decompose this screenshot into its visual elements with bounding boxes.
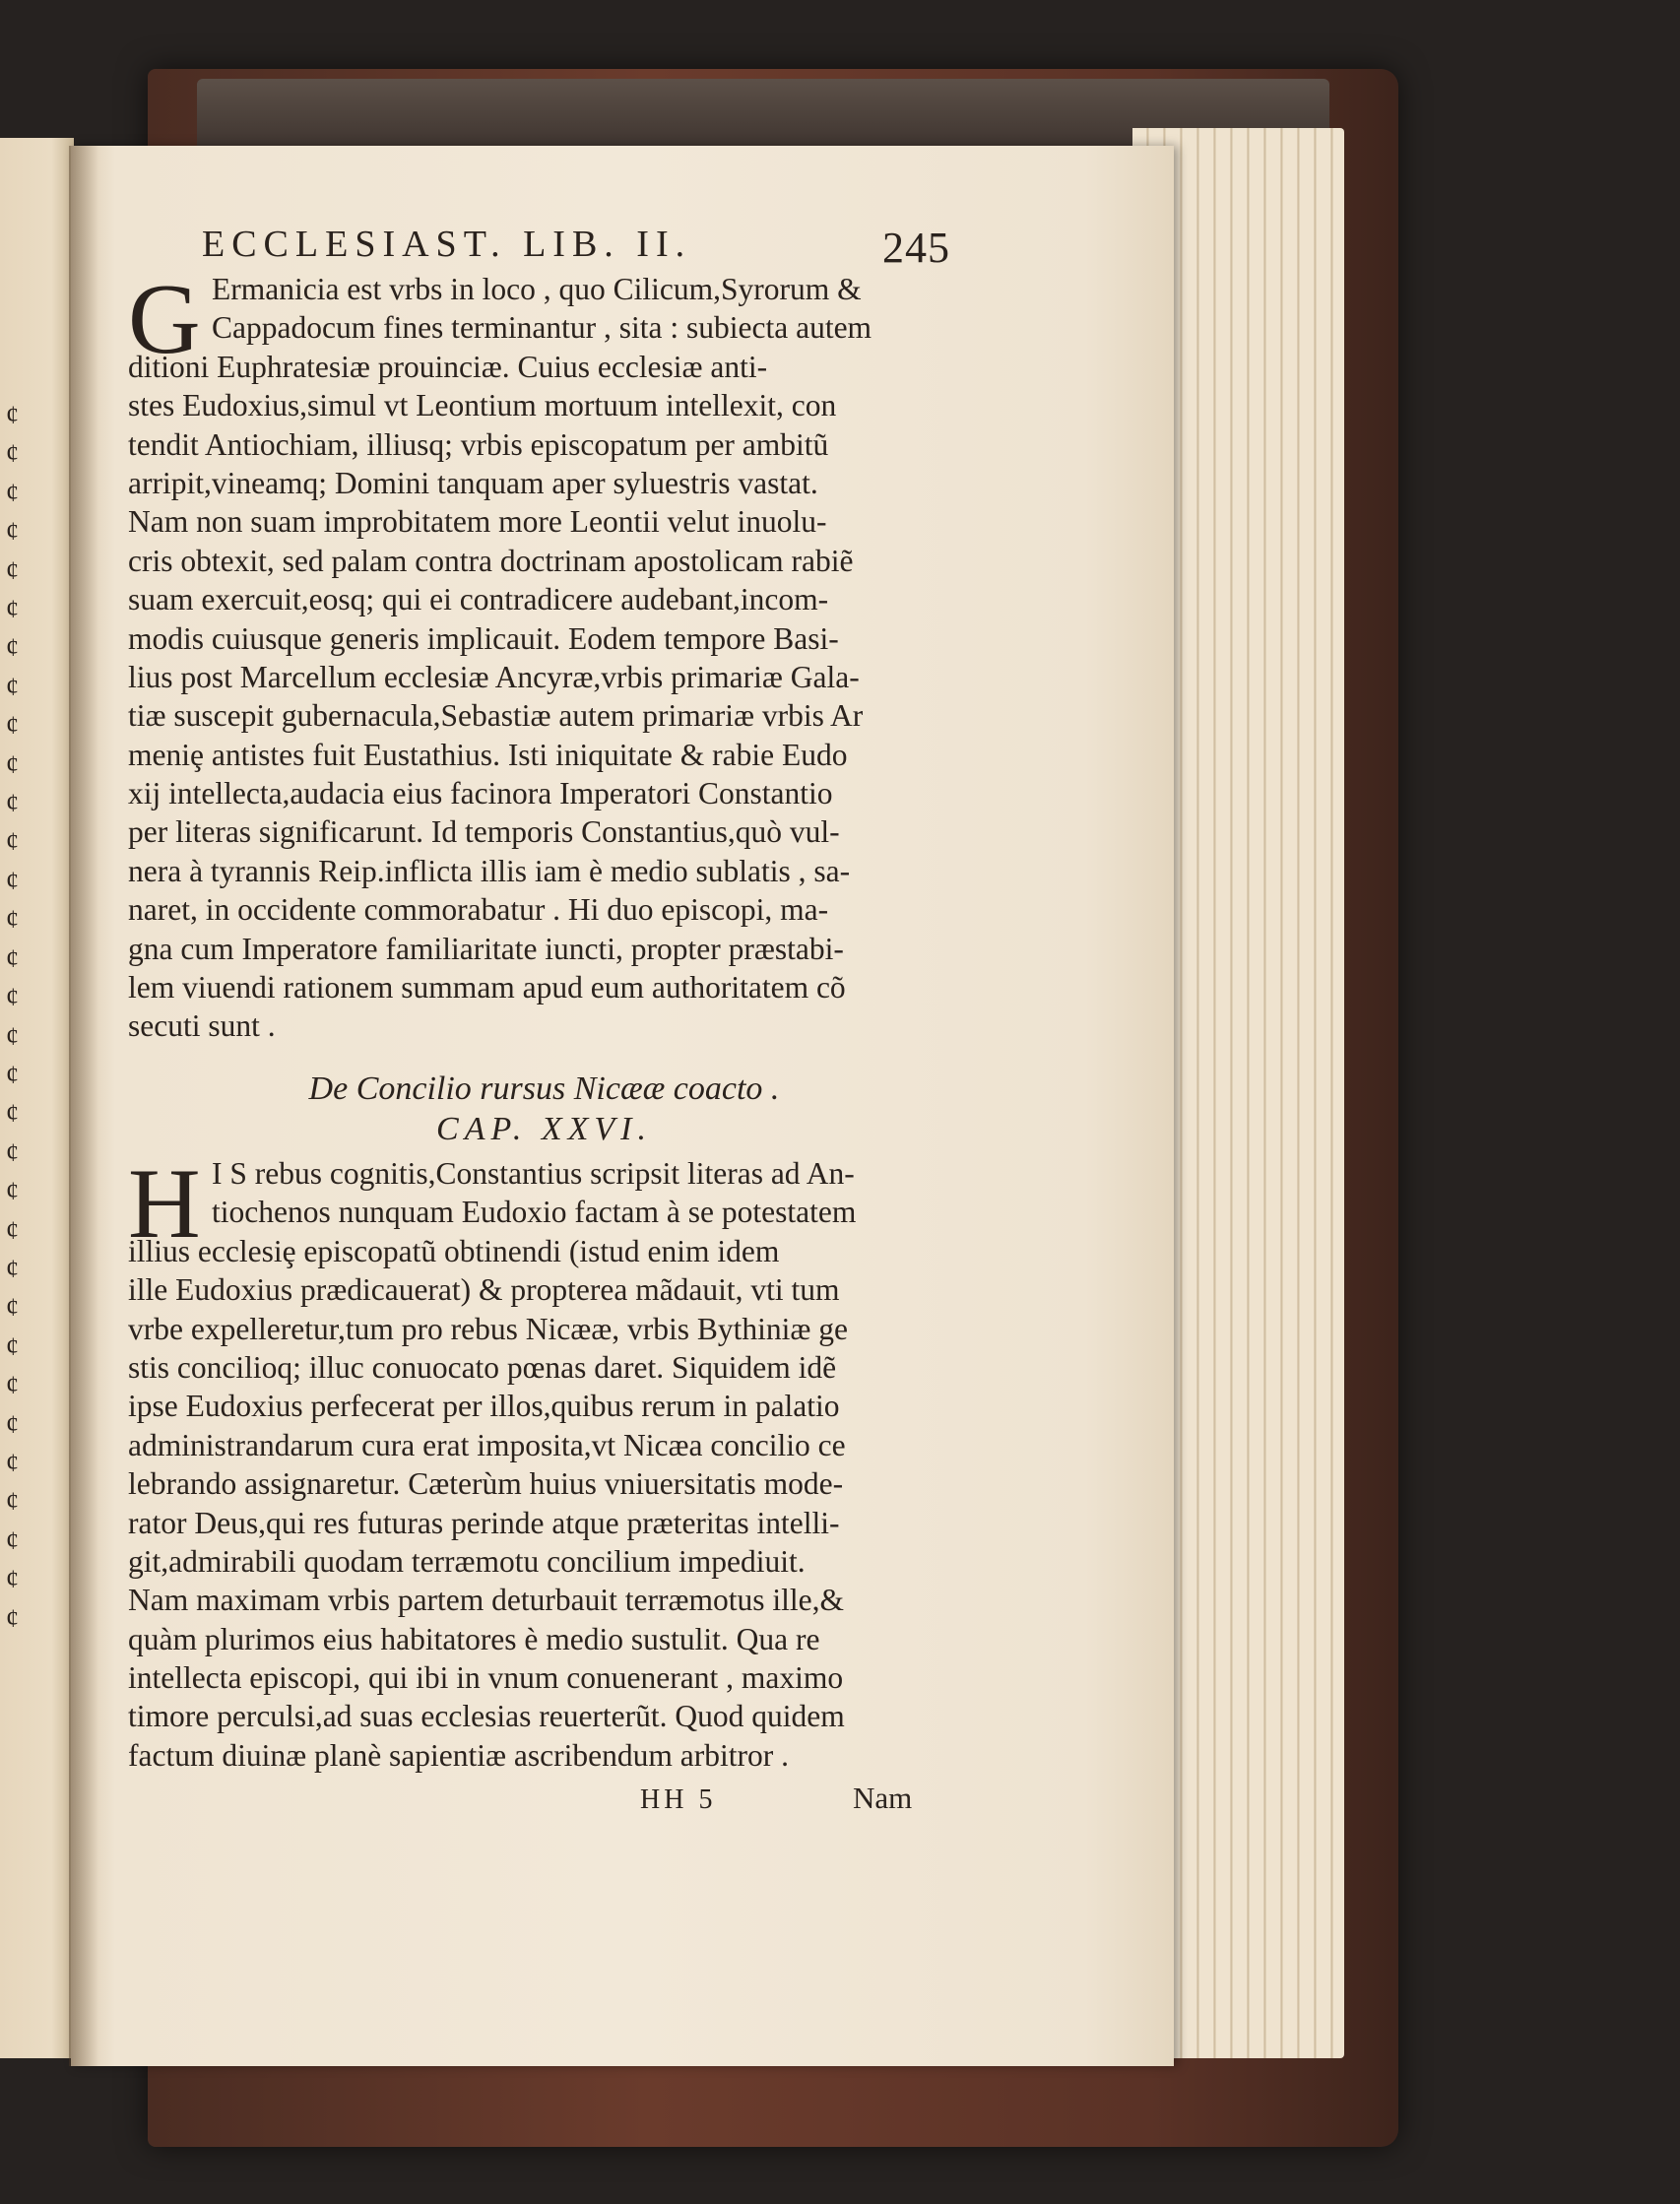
text-line: Nam non suam improbitatem more Leontii velut inuolu- — [128, 504, 827, 540]
text-line: suam exercuit,eosq; qui ei contradicere audebant,incom- — [128, 582, 829, 617]
text-line: administrandarum cura erat imposita,vt Nicæa concilio ce — [128, 1427, 846, 1462]
margin-mark: ¢ — [6, 905, 19, 935]
margin-mark: ¢ — [6, 1525, 19, 1555]
text-line: Nam maximam vrbis partem deturbauit terræmotus ille,& — [128, 1583, 844, 1618]
text-line: ipse Eudoxius perfecerat per illos,quibus rerum in palatio — [128, 1389, 840, 1424]
verso-margin-marks — [6, 396, 45, 1638]
margin-mark: ¢ — [6, 401, 19, 429]
margin-mark: ¢ — [6, 1060, 19, 1089]
margin-mark: ¢ — [6, 1331, 19, 1361]
text-line: secuti sunt . — [128, 1008, 276, 1044]
text-line: I S rebus cognitis,Constantius scripsit literas ad An- — [212, 1156, 855, 1191]
margin-mark: ¢ — [6, 943, 19, 973]
text-line: tiæ suscepit gubernacula,Sebastiæ autem primariæ vrbis Ar — [128, 698, 864, 734]
text-line: lius post Marcellum ecclesiæ Ancyræ,vrbis primariæ Gala- — [128, 659, 860, 694]
paragraph-1 — [128, 264, 960, 1046]
text-line: stis concilioq; illuc conuocato pœnas daret. Siquidem idẽ — [128, 1349, 837, 1385]
text-line: quàm plurimos eius habitatores è medio sustulit. Qua re — [128, 1621, 820, 1656]
margin-mark: ¢ — [6, 789, 19, 818]
text-line: tendit Antiochiam, illiusq; vrbis episcopatum per ambitũ — [128, 426, 829, 462]
verso-page — [0, 138, 74, 2058]
text-line: xij intellecta,audacia eius facinora Imperatori Constantio — [128, 776, 833, 811]
text-line: factum diuinæ planè sapientiæ ascribendum arbitror . — [128, 1737, 789, 1773]
running-title: ECCLESIAST. LIB. II. — [202, 224, 692, 265]
chapter-number: CAP. XXVI. — [436, 1111, 652, 1147]
margin-mark: ¢ — [6, 1603, 19, 1633]
paragraph-2 — [128, 1148, 960, 1775]
margin-mark: ¢ — [6, 749, 19, 779]
text-line: gna cum Imperatore familiaritate iuncti, propter præstabi- — [128, 931, 844, 966]
text-line: tiochenos nunquam Eudoxio factam à se potestatem — [212, 1195, 857, 1230]
text-line: Ermanicia est vrbs in loco , quo Cilicum,Syrorum & — [212, 272, 862, 306]
gutter-shadow — [69, 146, 98, 2066]
margin-mark: ¢ — [6, 711, 19, 741]
margin-mark: ¢ — [6, 866, 19, 895]
margin-mark: ¢ — [6, 1565, 19, 1594]
margin-mark: ¢ — [6, 1177, 19, 1206]
text-line: lem viuendi rationem summam apud eum authoritatem cõ — [128, 970, 846, 1005]
text-line: stes Eudoxius,simul vt Leontium mortuum intellexit, con — [128, 388, 837, 423]
text-line: per literas significarunt. Id temporis Constantius,quò vul- — [128, 814, 840, 850]
margin-mark: ¢ — [6, 595, 19, 624]
margin-mark: ¢ — [6, 1021, 19, 1051]
running-header — [202, 223, 950, 272]
margin-mark: ¢ — [6, 555, 19, 585]
margin-mark: ¢ — [6, 478, 19, 507]
margin-mark: ¢ — [6, 827, 19, 857]
text-line: vrbe expelleretur,tum pro rebus Nicææ, vrbis Bythiniæ ge — [128, 1311, 848, 1346]
text-line: arripit,vineamq; Domini tanquam aper syluestris vastat. — [128, 465, 818, 500]
margin-mark: ¢ — [6, 1137, 19, 1167]
margin-mark: ¢ — [6, 1293, 19, 1323]
text-line: nera à tyrannis Reip.inflicta illis iam è medio sublatis , sa- — [128, 853, 851, 888]
margin-mark: ¢ — [6, 1448, 19, 1477]
margin-mark: ¢ — [6, 983, 19, 1012]
margin-mark: ¢ — [6, 1371, 19, 1400]
margin-mark: ¢ — [6, 633, 19, 663]
catchword: Nam — [853, 1781, 913, 1815]
text-line: naret, in occidente commorabatur . Hi duo episcopi, ma- — [128, 892, 829, 928]
margin-mark: ¢ — [6, 517, 19, 547]
text-line: illius ecclesiȩ episcopatũ obtinendi (istud enim idem — [128, 1233, 780, 1268]
text-line: ditioni Euphratesiæ prouinciæ. Cuius ecclesiæ anti- — [128, 349, 768, 384]
drop-capital: H — [128, 1148, 201, 1260]
drop-capital: G — [128, 264, 201, 375]
text-line: cris obtexit, sed palam contra doctrinam apostolicam rabiẽ — [128, 543, 854, 578]
text-line: timore perculsi,ad suas ecclesias reuerterũt. Quod quidem — [128, 1699, 845, 1734]
folio-number: 245 — [882, 224, 950, 272]
paragraph-1-lines — [128, 264, 960, 1046]
margin-mark: ¢ — [6, 1215, 19, 1245]
chapter-title: De Concilio rursus Nicææ coacto . — [308, 1070, 780, 1107]
margin-mark: ¢ — [6, 439, 19, 469]
text-line: modis cuiusque generis implicauit. Eodem tempore Basi- — [128, 620, 839, 656]
text-line: ille Eudoxius prædicauerat) & propterea mãdauit, vti tum — [128, 1272, 840, 1308]
text-line: lebrando assignaretur. Cæterùm huius vniuersitatis mode- — [128, 1466, 844, 1502]
text-line: rator Deus,qui res futuras perinde atque præteritas intelli- — [128, 1505, 840, 1540]
margin-mark: ¢ — [6, 1409, 19, 1439]
margin-mark: ¢ — [6, 1254, 19, 1283]
margin-mark: ¢ — [6, 1487, 19, 1517]
text-line: intellecta episcopi, qui ibi in vnum conuenerant , maximo — [128, 1660, 844, 1696]
margin-mark: ¢ — [6, 672, 19, 701]
paragraph-2-lines — [128, 1148, 960, 1775]
text-line: Cappadocum fines terminantur , sita : subiecta autem — [212, 310, 872, 346]
text-line: meniȩ antistes fuit Eustathius. Isti iniquitate & rabie Eudo — [128, 737, 848, 772]
signature-mark: HH 5 — [640, 1784, 717, 1815]
text-line: git,admirabili quodam terræmotu concilium impediuit. — [128, 1543, 806, 1579]
margin-mark: ¢ — [6, 1099, 19, 1129]
